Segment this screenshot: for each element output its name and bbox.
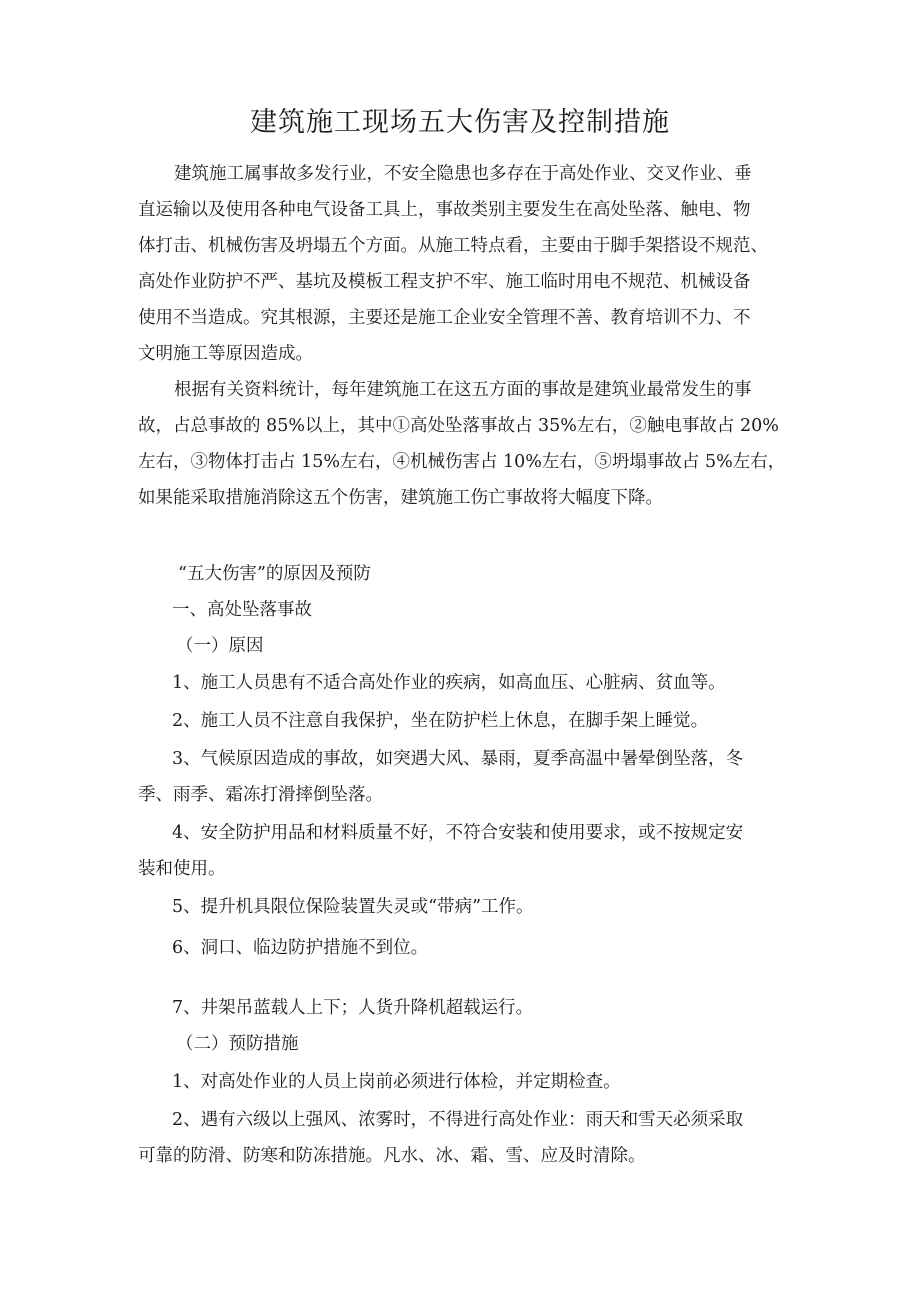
prevention-item-2-cont: 可靠的防滑、防寒和防冻措施。凡水、冰、霜、雪、应及时清除。 [138, 1146, 646, 1166]
cause-item-3: 3、气候原因造成的事故，如突遇大风、暴雨，夏季高温中暑晕倒坠落，冬 [172, 749, 744, 769]
cause-item-5: 5、提升机具限位保险装置失灵或“带病”工作。 [172, 897, 534, 917]
cause-item-2: 2、施工人员不注意自我保护，坐在防护栏上休息，在脚手架上睡觉。 [172, 711, 709, 731]
cause-item-4: 4、安全防护用品和材料质量不好，不符合安装和使用要求，或不按规定安 [172, 823, 744, 843]
intro-line-5: 使用不当造成。究其根源，主要还是施工企业安全管理不善、教育培训不力、不 [138, 308, 751, 328]
prevention-item-2: 2、遇有六级以上强风、浓雾时，不得进行高处作业：雨天和雪天必须采取 [172, 1110, 744, 1130]
cause-item-4-cont: 装和使用。 [138, 859, 226, 879]
document-title: 建筑施工现场五大伤害及控制措施 [250, 107, 670, 138]
intro-line-4: 高处作业防护不严、基坑及模板工程支护不牢、施工临时用电不规范、机械设备 [138, 272, 751, 292]
intro-line-6: 文明施工等原因造成。 [138, 344, 313, 364]
stats-line-4: 如果能采取措施消除这五个伤害，建筑施工伤亡事故将大幅度下降。 [138, 488, 663, 508]
stats-line-1: 根据有关资料统计，每年建筑施工在这五方面的事故是建筑业最常发生的事 [174, 380, 752, 400]
intro-line-1: 建筑施工属事故多发行业，不安全隐患也多存在于高处作业、交叉作业、垂 [174, 164, 752, 184]
cause-item-6: 6、洞口、临边防护措施不到位。 [172, 938, 429, 958]
cause-item-1: 1、施工人员患有不适合高处作业的疾病，如高血压、心脏病、贫血等。 [172, 673, 726, 693]
causes-heading: （一）原因 [176, 636, 264, 656]
stats-line-3: 左右，③物体打击占 15%左右，④机械伤害占 10%左右，⑤坍塌事故占 5%左右， [138, 452, 786, 472]
prevention-item-1: 1、对高处作业的人员上岗前必须进行体检，并定期检查。 [172, 1072, 621, 1092]
sub-heading-falls: 一、高处坠落事故 [172, 600, 312, 620]
cause-item-7: 7、井架吊蓝载人上下；人货升降机超载运行。 [172, 998, 534, 1018]
prevention-heading: （二）预防措施 [176, 1034, 299, 1054]
cause-item-3-cont: 季、雨季、霜冻打滑摔倒坠落。 [138, 785, 383, 805]
section-heading: “五大伤害”的原因及预防 [178, 564, 371, 584]
intro-line-3: 体打击、机械伤害及坍塌五个方面。从施工特点看，主要由于脚手架搭设不规范、 [138, 236, 768, 256]
intro-line-2: 直运输以及使用各种电气设备工具上，事故类别主要发生在高处坠落、触电、物 [138, 200, 751, 220]
stats-line-2: 故，占总事故的 85%以上，其中①高处坠落事故占 35%左右，②触电事故占 20% [138, 416, 779, 436]
